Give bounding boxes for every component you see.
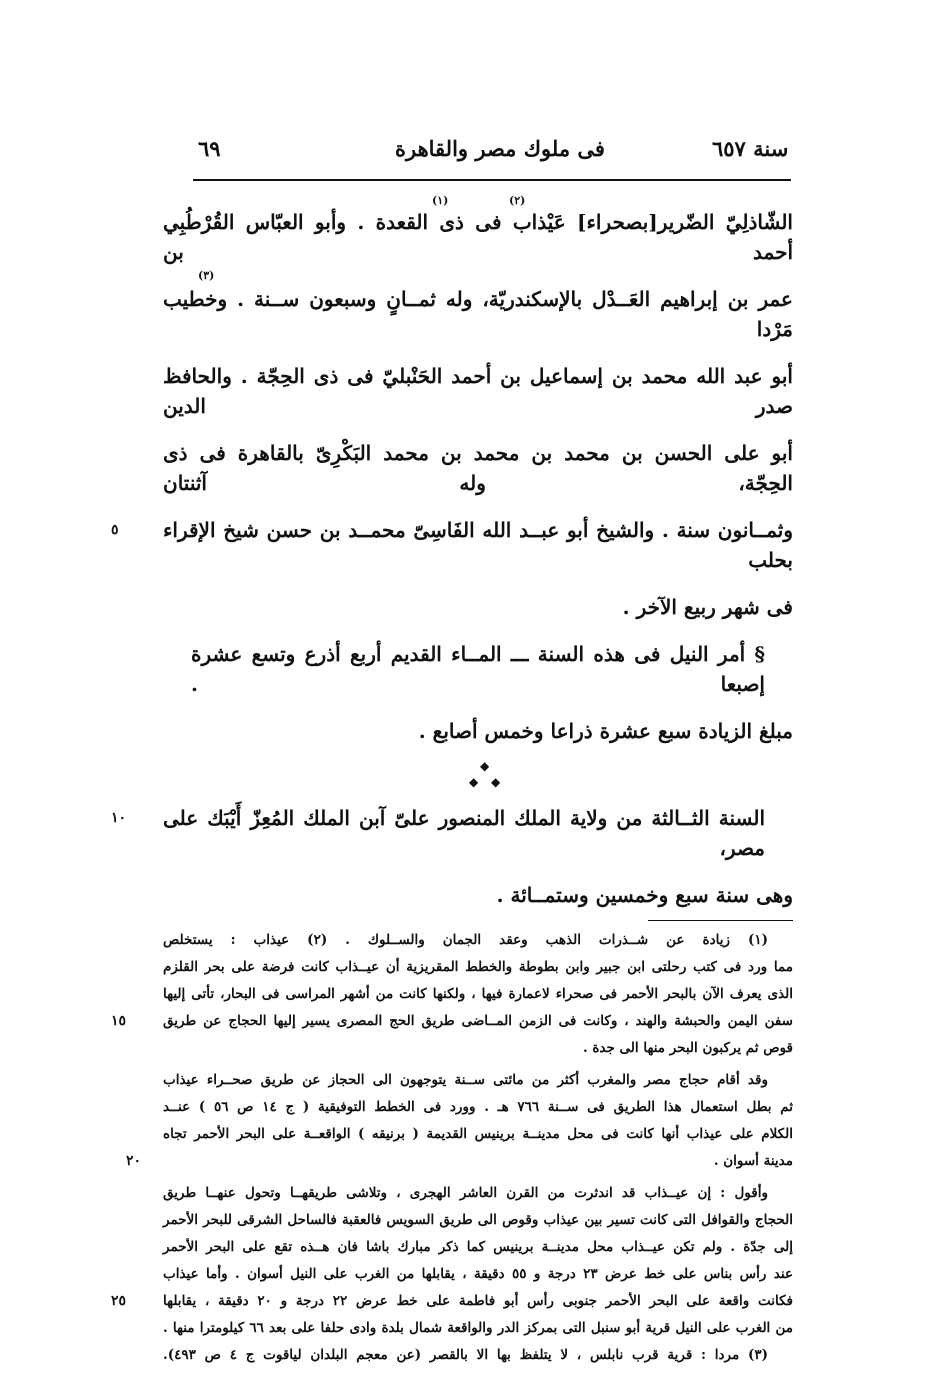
section-divider-ornament: ◆ ◆ ◆ xyxy=(469,759,501,789)
footnote-marks-row xyxy=(163,194,793,207)
footnote-mark-2: (٢) xyxy=(509,194,526,207)
footnote-line: الكلام على عيذاب أنها كانت فى محل مدينــة برينيس القديمة ( برنيقه ) الواقعــة على البحر الأحمر تجاه xyxy=(163,1126,793,1142)
line-number: ٢٥ xyxy=(111,1293,127,1309)
footnote-line: الذى يعرف الآن بالبحر الأحمر فى صحراء لاعمارة فيها ، ولكنها كانت من أشهر المراسى فى البحار، تأتى إليها xyxy=(163,986,793,1002)
text-line: الشّاذلِيّ الضّرير[بصحراء] عَيْذاب فى ذى القعدة . وأبو العبّاس القُرْطُبِي أحمد بن xyxy=(163,210,793,264)
footnote-line: مما ورد فى كتب رحلتى ابن جبير وابن بطوطة والخطط المقريزية أن عيــذاب كانت فرضة على بحر القلزم xyxy=(163,959,793,975)
text-line: فى شهر ربيع الآخر . xyxy=(622,595,793,619)
footnote-line: (١) زيادة عن شــذرات الذهب وعقد الجمان والســلوك . (٢) عيذاب : يستخلص xyxy=(163,932,768,948)
text-line: أبو على الحسن بن محمد بن محمد بن محمد البَكْرِىّ بالقاهرة فى ذى الحِجّة، وله آثنتان xyxy=(163,441,793,495)
footnote-line: عند رأس بناس على خط عرض ٢٣ درجة و ٥٥ دقيقة ، يقابلها من الغرب على النيل أسوان . وأما عيذاب xyxy=(163,1266,793,1282)
text-line: أبو عبد الله محمد بن إسماعيل بن أحمد الحَنْبليّ فى ذى الحِجّة . والحافظ صدر الدين xyxy=(163,364,793,418)
footnote-line-with-number xyxy=(111,1010,793,1032)
text-line-with-number xyxy=(111,515,793,575)
footnote-line: ثم بطل استعمال هذا الطريق فى ســنة ٧٦٦ هـ . وورد فى الخطط التوفيقية ( ج ١٤ ص ٥٦ ) عنــد xyxy=(163,1099,793,1115)
footnote-marks-row xyxy=(163,269,793,282)
footnotes xyxy=(111,929,794,1366)
footnote-line: مدينة أسوان . xyxy=(713,1153,793,1169)
nile-paragraph-line: § أمر النيل فى هذه السنة ـــ المــاء القديم أربع أذرع وتسع عشرة إصبعا . xyxy=(191,642,765,696)
footnote-line: (٣) مردا : قرية قرب نابلس ، لا يتلفظ بها الا بالقصر (عن معجم البلدان لياقوت ج ٤ ص ٤٩٣). xyxy=(163,1347,768,1363)
line-number: ١٥ xyxy=(111,1013,127,1029)
footnote-line: إلى جدّة . ولم تكن عيــذاب محل مدينــة برينيس كما ذكر مبارك باشا فان هــذه تقع على البحر الأحمر xyxy=(163,1239,793,1255)
main-text xyxy=(111,194,793,746)
page-body xyxy=(111,194,794,1371)
section-title-line: السنة الثــالثة من ولاية الملك المنصور علىّ آبن الملك المُعِزّ أَيْبَك على مصر، xyxy=(163,806,765,860)
section-title-line-with-number xyxy=(111,803,765,863)
footnote-line-with-number xyxy=(125,1150,793,1172)
section-title-line: وهى سنة سبع وخمسين وستمــائة . xyxy=(496,883,793,907)
footnote-mark-1: (١) xyxy=(432,194,449,207)
footnote-line-with-number xyxy=(111,1290,794,1312)
footnote-line: فكانت واقعة على البحر الأحمر جنوبى رأس أبو فاطمة على خط عرض ٢٢ درجة و ٢٠ دقيقة ، يقابلها xyxy=(163,1293,794,1309)
footnote-line: قوص ثم يركبون البحر منها الى جدة . xyxy=(582,1040,793,1056)
footnote-line: وأقول : إن عيــذاب قد اندثرت من القرن العاشر الهجرى ، وتلاشى طريقهــا وتحول عنهــا طريق xyxy=(163,1185,768,1201)
year-label: سنة ٦٥٧ xyxy=(712,136,789,161)
line-number: ٥ xyxy=(111,522,119,538)
footnote-line: سفن اليمن والحبشة والهند ، وكانت فى الزمن المــاضى طريق الحج المصرى يسير إليها الحجاج عن طريق xyxy=(163,1013,793,1029)
header-rule xyxy=(193,179,791,181)
line-number: ١٠ xyxy=(111,810,127,826)
line-number: ٢٠ xyxy=(125,1153,141,1169)
running-title: فى ملوك مصر والقاهرة xyxy=(395,136,605,161)
footnote-line: وقد أقام حجاج مصر والمغرب أكثر من مائتى ســنة يتوجهون الى الحجاز عن طريق صحــراء عيذاب xyxy=(163,1072,768,1088)
text-line: عمر بن إبراهيم العَــدْل بالإسكندريّة، وله ثمــانٍ وسبعون ســنة . وخطيب مَرْدا xyxy=(163,287,793,341)
nile-paragraph-line: مبلغ الزيادة سبع عشرة ذراعا وخمس أصابع . xyxy=(418,719,793,743)
footnote-mark-3: (٣) xyxy=(198,269,215,282)
text-line: وثمــانون سنة . والشيخ أبو عبــد الله الفَاسِىّ محمــد بن حسن شيخ الإقراء بحلب xyxy=(163,518,793,572)
page-number: ٦٩ xyxy=(198,136,221,161)
section-heading xyxy=(111,803,793,910)
footnote-line: الحجاج والقوافل التى كانت تسير بين عيذاب وقوص الى طريق السويس فالعقبة فالساحل الشرقى للبحر الأحمر xyxy=(163,1212,793,1228)
footnote-separator xyxy=(648,920,793,921)
footnote-line: من الغرب على النيل قرية أبو سنبل التى بمركز الدر والواقعة شمال بلدة وادى حلفا على بعد ٦٦ كيلومترا منها . xyxy=(163,1320,793,1336)
